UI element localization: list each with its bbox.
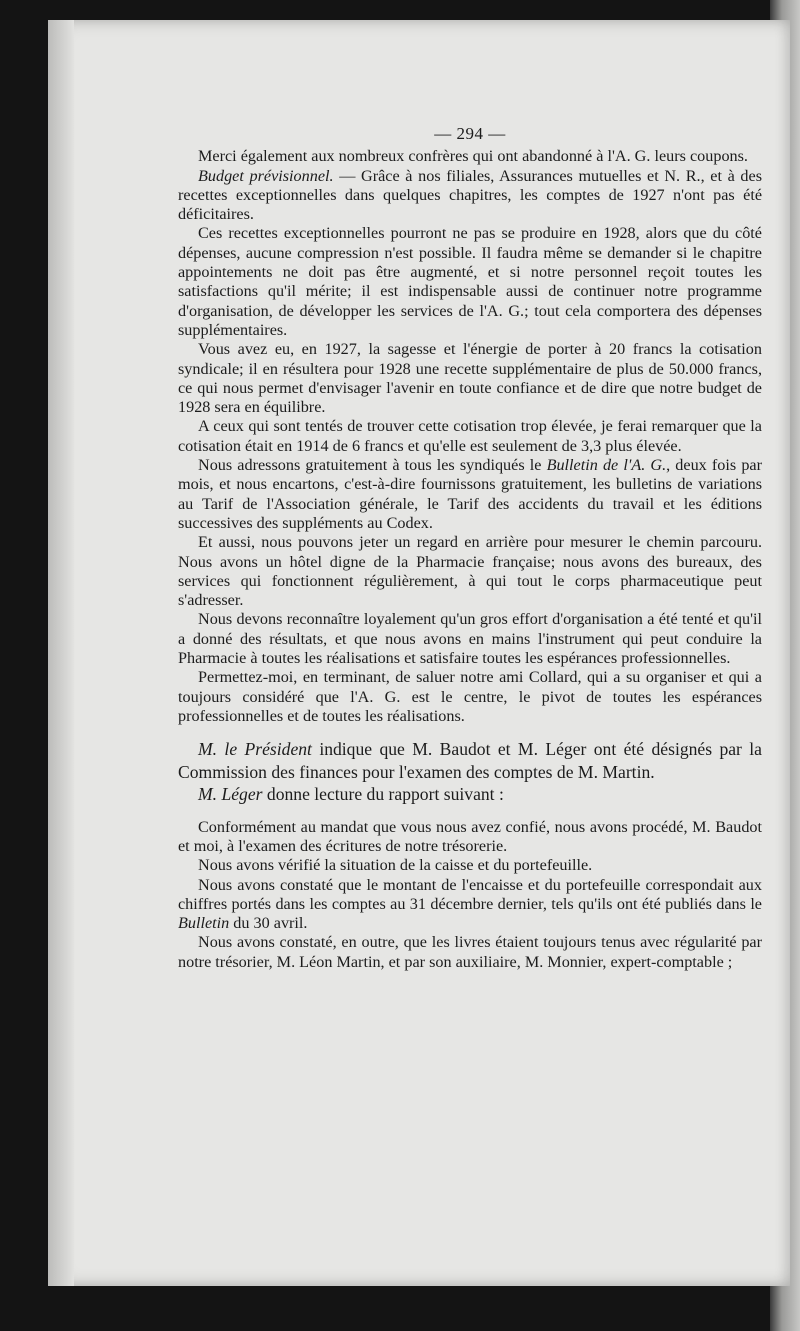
paragraph-bulletin — [178, 456, 762, 533]
paragraph-text: Nous devons reconnaître loyalement qu'un gros effort d'organisation a été tenté et qu'il a donné des résultats, et que nous avons en mains l'instrument qui peut conduire la Pharmacie à toutes les réalisations et satisfaire toutes les espérances professionnelles. — [178, 610, 762, 668]
paragraph-thanks — [178, 147, 762, 166]
paragraph-text: Merci également aux nombreux confrères qui ont abandonné à l'A. G. leurs coupons. — [198, 147, 748, 166]
page-text-block — [178, 124, 762, 972]
paragraph-text: — Grâce à nos filiales, Assurances mutuelles et N. R., et à des recettes exceptionnelles dans quelques chapitres, les comptes de 1927 n'ont pas été déficitaires. — [178, 166, 762, 224]
paragraph-text: donne lecture du rapport suivant : — [262, 784, 504, 805]
section-lead: Budget prévisionnel. — [198, 166, 334, 185]
paragraph-text: Permettez-moi, en terminant, de saluer notre ami Collard, qui a su organiser et qui a toujours considéré que l'A. G. est le centre, le pivot de toutes les espérances professionnelles et de toutes les réalisations. — [178, 668, 762, 725]
page-binding — [48, 20, 74, 1286]
minute-president — [178, 738, 762, 783]
speaker-name: M. le Président — [198, 739, 312, 760]
paragraph-text: indique que M. Baudot et M. Léger ont été désignés par la Commission des finances pour l'examen des comptes de M. Martin. — [178, 739, 762, 782]
paragraph-budget — [178, 167, 762, 225]
paragraph-text: Nous avons vérifié la situation de la caisse et du portefeuille. — [198, 856, 593, 875]
paragraph-text: A ceux qui sont tentés de trouver cette cotisation trop élevée, je ferai remarquer que la cotisation était en 1914 de 6 francs et qu'elle est seulement de 3,3 plus élevée. — [178, 417, 762, 455]
paragraph-text: du 30 avril. — [229, 914, 308, 933]
paragraph-receipts — [178, 224, 762, 340]
paragraph-text: Et aussi, nous pouvons jeter un regard en arrière pour mesurer le chemin parcouru. Nous avons un hôtel digne de la Pharmacie française; nous avons des bureaux, des services qui fonctionnent régulièrement, à qui tout le corps pharmaceutique peut s'adresser. — [178, 533, 762, 610]
paragraph-organisation — [178, 610, 762, 668]
paragraph-closing — [178, 668, 762, 726]
report-books — [178, 933, 762, 972]
paragraph-text: Nous adressons gratuitement à tous les syndiqués le — [198, 456, 547, 475]
paragraph-text: , deux fois par mois, et nous encartons, c'est-à-dire fournissons gratuitement, les bulletins de variations au Tarif de l'Association générale, le Tarif des accidents du travail et les éditions successives des suppléments au Codex. — [178, 456, 762, 532]
paragraph-progress — [178, 533, 762, 610]
page-number: — 294 — — [434, 124, 506, 143]
paragraph-text: Nous avons constaté que le montant de l'encaisse et du portefeuille correspondait aux chiffres portés dans les comptes au 31 décembre dernier, tels qu'ils ont été publiés dans le — [178, 875, 762, 913]
paragraph-text: Nous avons constaté, en outre, que les livres étaient toujours tenus avec régularité par notre trésorier, M. Léon Martin, et par son auxiliaire, M. Monnier, expert-comptable ; — [178, 933, 762, 971]
paragraph-dues — [178, 340, 762, 417]
report-cash — [178, 856, 762, 875]
paragraph-text: Vous avez eu, en 1927, la sagesse et l'énergie de porter à 20 francs la cotisation syndicale; il en résultera pour 1928 une recette supplémentaire de plus de 50.000 francs, ce qui nous permet d'envisager l'avenir en toute confiance et de dire que notre budget de 1928 sera en équilibre. — [178, 340, 762, 417]
speaker-name: M. Léger — [198, 784, 263, 805]
report-mandate — [178, 818, 762, 857]
report-portfolio — [178, 876, 762, 934]
paragraph-text: Ces recettes exceptionnelles pourront ne pas se produire en 1928, alors que du côté dépenses, aucune compression n'est possible. Il faudra même se demander si le chapitre appointements ne doit pas être augmenté, et si notre personnel reçoit toutes les satisfactions qu'il mérite; il est indispensable aussi de continuer notre programme d'organisation, de développer les services de l'A. G.; tout cela comportera des dépenses supplémentaires. — [178, 224, 762, 339]
bulletin-title: Bulletin de l'A. G. — [546, 456, 667, 475]
paragraph-text: Conformément au mandat que vous nous avez confié, nous avons procédé, M. Baudot et moi, à l'examen des écritures de notre trésorerie. — [178, 817, 762, 855]
bulletin-title: Bulletin — [178, 914, 230, 933]
minute-leger — [178, 783, 762, 806]
paragraph-dues-comparison — [178, 417, 762, 456]
